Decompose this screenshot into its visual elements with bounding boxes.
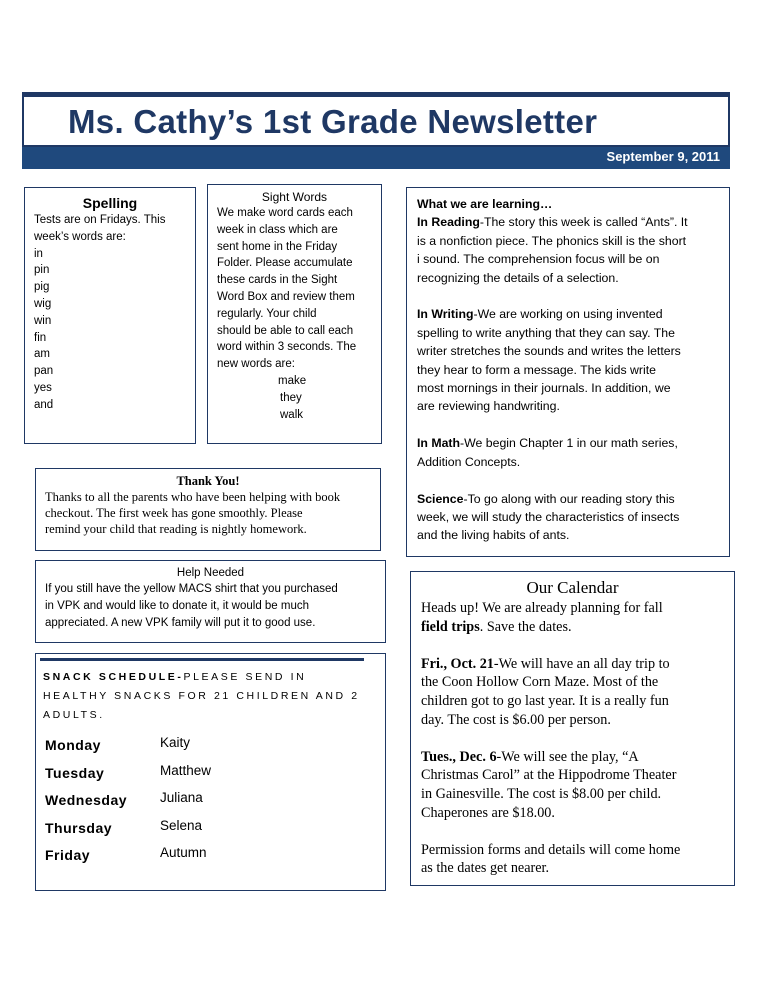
spelling-word: pin xyxy=(34,264,50,277)
sight-word: walk xyxy=(280,408,304,421)
snack-table xyxy=(45,734,345,872)
writing-text: writer stretches the sounds and writes the letters xyxy=(417,344,681,359)
snack-heading-rest: PLEASE SEND IN xyxy=(183,671,307,683)
sight-words-line: new words are: xyxy=(217,358,295,371)
calendar-intro: Heads up! We are already planning for fall xyxy=(421,600,663,616)
snack-name: Matthew xyxy=(160,762,212,778)
snack-day: Tuesday xyxy=(45,764,105,781)
snack-name: Kaity xyxy=(160,735,191,750)
sight-words-line: Folder. Please accumulate xyxy=(217,257,353,270)
calendar-closing: as the dates get nearer. xyxy=(421,860,550,877)
snack-schedule-box xyxy=(35,653,386,891)
help-needed-text: in VPK and would like to donate it, it would be much xyxy=(45,599,310,612)
event-text: children got to go last year. It is a really fun xyxy=(421,692,669,709)
spelling-word: yes xyxy=(34,381,52,394)
math-text: -We begin Chapter 1 in our math series, xyxy=(460,436,678,451)
event-text: -We will see the play, “A xyxy=(496,748,639,765)
event-text: -We will have an all day trip to xyxy=(493,655,670,672)
math-text: Addition Concepts. xyxy=(417,454,521,469)
event-text: the Coon Hollow Corn Maze. Most of the xyxy=(421,674,659,691)
snack-row xyxy=(45,789,345,817)
event-text: Christmas Carol” at the Hippodrome Theater xyxy=(421,767,677,784)
reading-text: recognizing the details of a selection. xyxy=(417,270,619,285)
newsletter-title: Ms. Cathy’s 1st Grade Newsletter xyxy=(68,103,598,140)
snack-top-rule xyxy=(40,658,364,661)
spelling-word: wig xyxy=(34,297,52,310)
event-text: day. The cost is $6.00 per person. xyxy=(421,711,611,728)
science-text: and the living habits of ants. xyxy=(417,528,570,543)
thank-you-text: Thanks to all the parents who have been helping with book xyxy=(45,490,341,504)
snack-day: Monday xyxy=(45,737,101,753)
event-date: Tues., Dec. 6 xyxy=(421,748,497,765)
snack-row xyxy=(45,762,345,790)
spelling-word: pan xyxy=(34,365,54,378)
calendar-heading: Our Calendar xyxy=(526,578,619,597)
sight-words-heading: Sight Words xyxy=(261,190,328,204)
writing-text: -We are working on using invented xyxy=(473,307,663,322)
spelling-word: win xyxy=(34,314,52,327)
learning-box xyxy=(406,187,730,557)
thank-you-heading: Thank You! xyxy=(176,474,240,488)
thank-you-box xyxy=(35,468,381,551)
sight-words-line: sent home in the Friday xyxy=(217,240,338,253)
spelling-word: in xyxy=(34,247,43,260)
help-needed-text: appreciated. A new VPK family will put it to good use. xyxy=(45,616,316,629)
snack-day: Wednesday xyxy=(45,792,128,809)
learning-heading: What we are learning… xyxy=(417,197,553,211)
spelling-intro-line: week’s words are: xyxy=(34,230,126,243)
snack-day: Friday xyxy=(45,847,91,864)
snack-row xyxy=(45,734,345,762)
help-needed-heading: Help Needed xyxy=(176,567,245,579)
newsletter-date: September 9, 2011 xyxy=(606,149,720,164)
reading-text: i sound. The comprehension focus will be on xyxy=(417,252,660,267)
sight-words-line: word within 3 seconds. The xyxy=(217,341,357,354)
sight-words-line: week in class which are xyxy=(217,223,338,236)
science-text: week, we will study the characteristics of insects xyxy=(417,509,680,524)
snack-row xyxy=(45,844,345,872)
snack-subheading: ADULTS. xyxy=(43,709,105,721)
spelling-heading: Spelling xyxy=(82,195,138,211)
spelling-intro-line: Tests are on Fridays. This xyxy=(34,214,166,226)
calendar-closing: Permission forms and details will come home xyxy=(421,841,681,858)
science-text: -To go along with our reading story this xyxy=(463,491,675,506)
thank-you-text: checkout. The first week has gone smoothly. Please xyxy=(45,506,303,521)
writing-text: spelling to write anything that they can say. The xyxy=(417,325,675,340)
spelling-word: am xyxy=(34,348,50,361)
thank-you-text: remind your child that reading is nightly homework. xyxy=(45,522,307,537)
calendar-intro: . Save the dates. xyxy=(479,618,572,635)
help-needed-box xyxy=(35,560,386,643)
help-needed-text: If you still have the yellow MACS shirt that you purchased xyxy=(45,583,338,595)
newsletter-title-box xyxy=(22,92,730,147)
writing-text: most mornings in their journals. In addition, we xyxy=(417,381,671,396)
snack-row xyxy=(45,817,345,845)
snack-heading: SNACK SCHEDULE- xyxy=(43,671,184,683)
sight-words-line: We make word cards each xyxy=(217,207,353,219)
reading-text: -The story this week is called “Ants”. It xyxy=(479,215,688,230)
event-text: Chaperones are $18.00. xyxy=(421,804,555,821)
spelling-word: and xyxy=(34,398,54,411)
sight-words-line: regularly. Your child xyxy=(217,307,317,320)
writing-label: In Writing xyxy=(417,307,474,322)
sight-word: they xyxy=(280,391,302,404)
calendar-box xyxy=(410,571,735,886)
sight-words-box xyxy=(207,184,382,444)
math-label: In Math xyxy=(417,436,461,451)
snack-name: Autumn xyxy=(160,845,207,861)
snack-day: Thursday xyxy=(45,819,113,836)
writing-text: are reviewing handwriting. xyxy=(417,399,560,414)
calendar-intro-bold: field trips xyxy=(421,618,480,635)
snack-subheading: HEALTHY SNACKS FOR 21 CHILDREN AND 2 xyxy=(43,690,360,702)
snack-name: Juliana xyxy=(160,790,203,806)
reading-text: is a nonfiction piece. The phonics skill is the short xyxy=(417,233,687,248)
spelling-word: pig xyxy=(34,281,50,294)
sight-words-line: these cards in the Sight xyxy=(217,274,338,287)
sight-words-line: should be able to call each xyxy=(217,324,354,337)
spelling-word: fin xyxy=(34,331,47,344)
date-bar xyxy=(22,147,730,169)
spelling-box xyxy=(24,187,196,444)
event-text: in Gainesville. The cost is $8.00 per child. xyxy=(421,785,662,802)
writing-text: they hear to form a message. The kids write xyxy=(417,362,656,377)
sight-word: make xyxy=(278,374,307,387)
science-label: Science xyxy=(417,491,464,506)
reading-label: In Reading xyxy=(417,215,480,230)
snack-name: Selena xyxy=(160,817,203,833)
event-date: Fri., Oct. 21 xyxy=(421,655,494,672)
sight-words-line: Word Box and review them xyxy=(217,290,355,303)
